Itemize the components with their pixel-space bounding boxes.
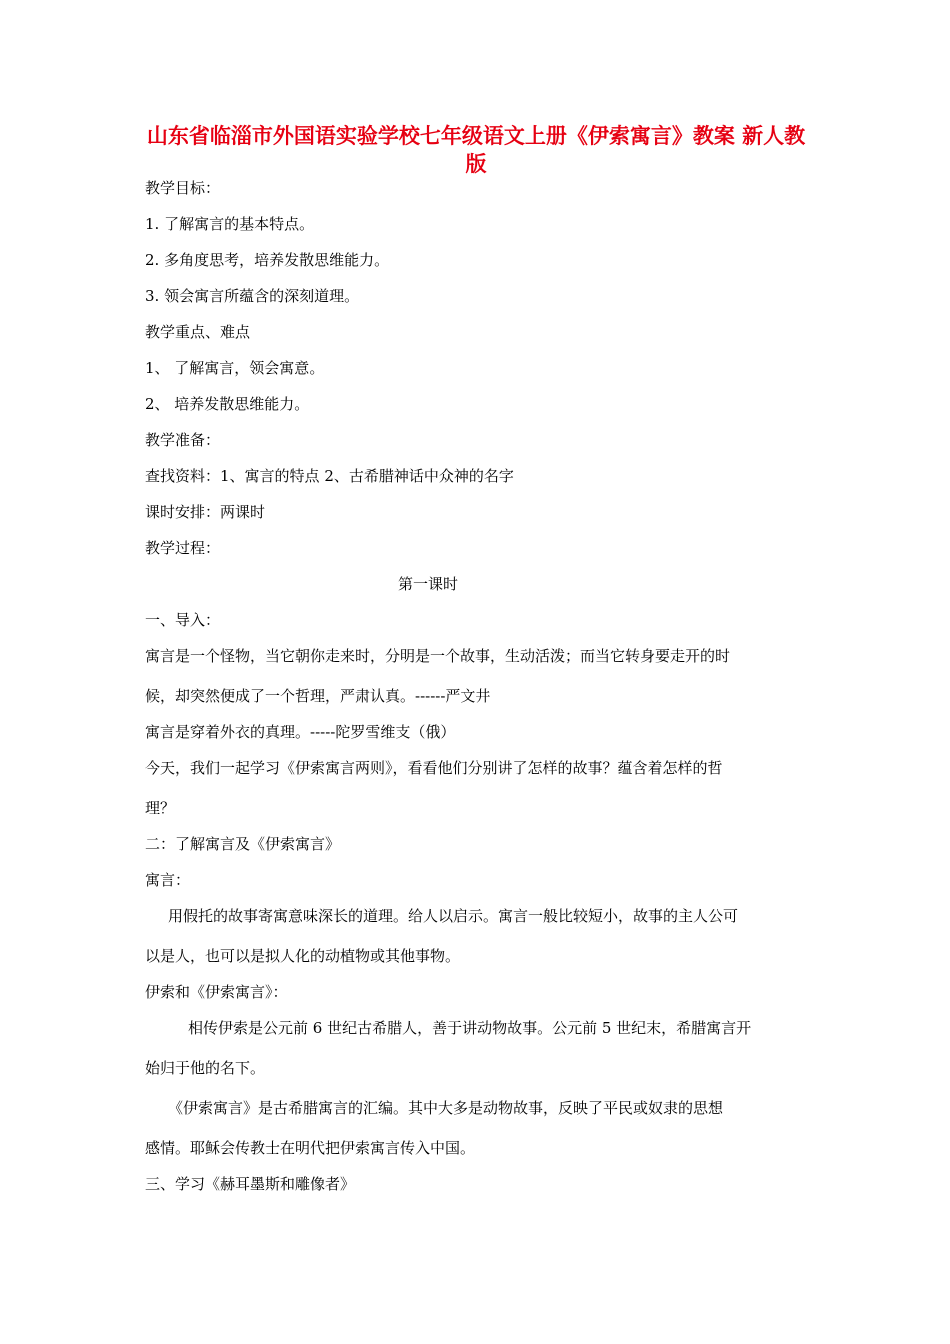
paragraph-line: 相传伊索是公元前 6 世纪古希腊人，善于讲动物故事。公元前 5 世纪末，希腊寓言开	[188, 1019, 752, 1037]
section-heading-preparation: 教学准备：	[145, 431, 221, 449]
subheading-aesop: 伊索和《伊索寓言》：	[145, 983, 288, 1001]
section-heading-key-points: 教学重点、难点	[145, 323, 251, 341]
section-heading-fable: 二：了解寓言及《伊索寓言》	[145, 835, 341, 853]
paragraph-line: 今天，我们一起学习《伊索寓言两则》，看看他们分别讲了怎样的故事？蕴含着怎样的哲	[145, 759, 723, 777]
paragraph-line: 用假托的故事寄寓意味深长的道理。给人以启示。寓言一般比较短小，故事的主人公可	[168, 907, 739, 925]
section-heading-objectives: 教学目标：	[145, 179, 221, 197]
objective-item: 1. 了解寓言的基本特点。	[145, 215, 315, 233]
paragraph-line: 候，却突然便成了一个哲理，严肃认真。------严文井	[145, 687, 491, 705]
preparation-text: 查找资料：1、寓言的特点 2、古希腊神话中众神的名字	[145, 467, 514, 485]
paragraph-line: 寓言是穿着外衣的真理。-----陀罗雪维支（俄）	[145, 723, 456, 741]
section-heading-study: 三、学习《赫耳墨斯和雕像者》	[145, 1175, 356, 1193]
subheading-fable: 寓言：	[145, 871, 191, 889]
key-point-item: 2、 培养发散思维能力。	[145, 395, 310, 413]
objective-item: 3. 领会寓言所蕴含的深刻道理。	[145, 287, 360, 305]
objective-item: 2. 多角度思考，培养发散思维能力。	[145, 251, 390, 269]
paragraph-line: 以是人，也可以是拟人化的动植物或其他事物。	[145, 947, 461, 965]
paragraph-line: 感情。耶稣会传教士在明代把伊索寓言传入中国。	[145, 1139, 476, 1157]
lesson-heading: 第一课时	[397, 575, 458, 593]
section-heading-process: 教学过程：	[145, 539, 221, 557]
paragraph-line: 《伊索寓言》是古希腊寓言的汇编。其中大多是动物故事，反映了平民或奴隶的思想	[168, 1099, 724, 1117]
key-point-item: 1、 了解寓言，领会寓意。	[145, 359, 325, 377]
section-heading-intro: 一、导入：	[145, 611, 221, 629]
document-title: 山东省临淄市外国语实验学校七年级语文上册《伊索寓言》教案 新人教版	[146, 124, 806, 176]
paragraph-line: 理？	[145, 799, 176, 817]
schedule-text: 课时安排：两课时	[145, 503, 266, 521]
paragraph-line: 始归于他的名下。	[145, 1059, 266, 1077]
paragraph-line: 寓言是一个怪物，当它朝你走来时，分明是一个故事，生动活泼；而当它转身要走开的时	[145, 647, 731, 665]
